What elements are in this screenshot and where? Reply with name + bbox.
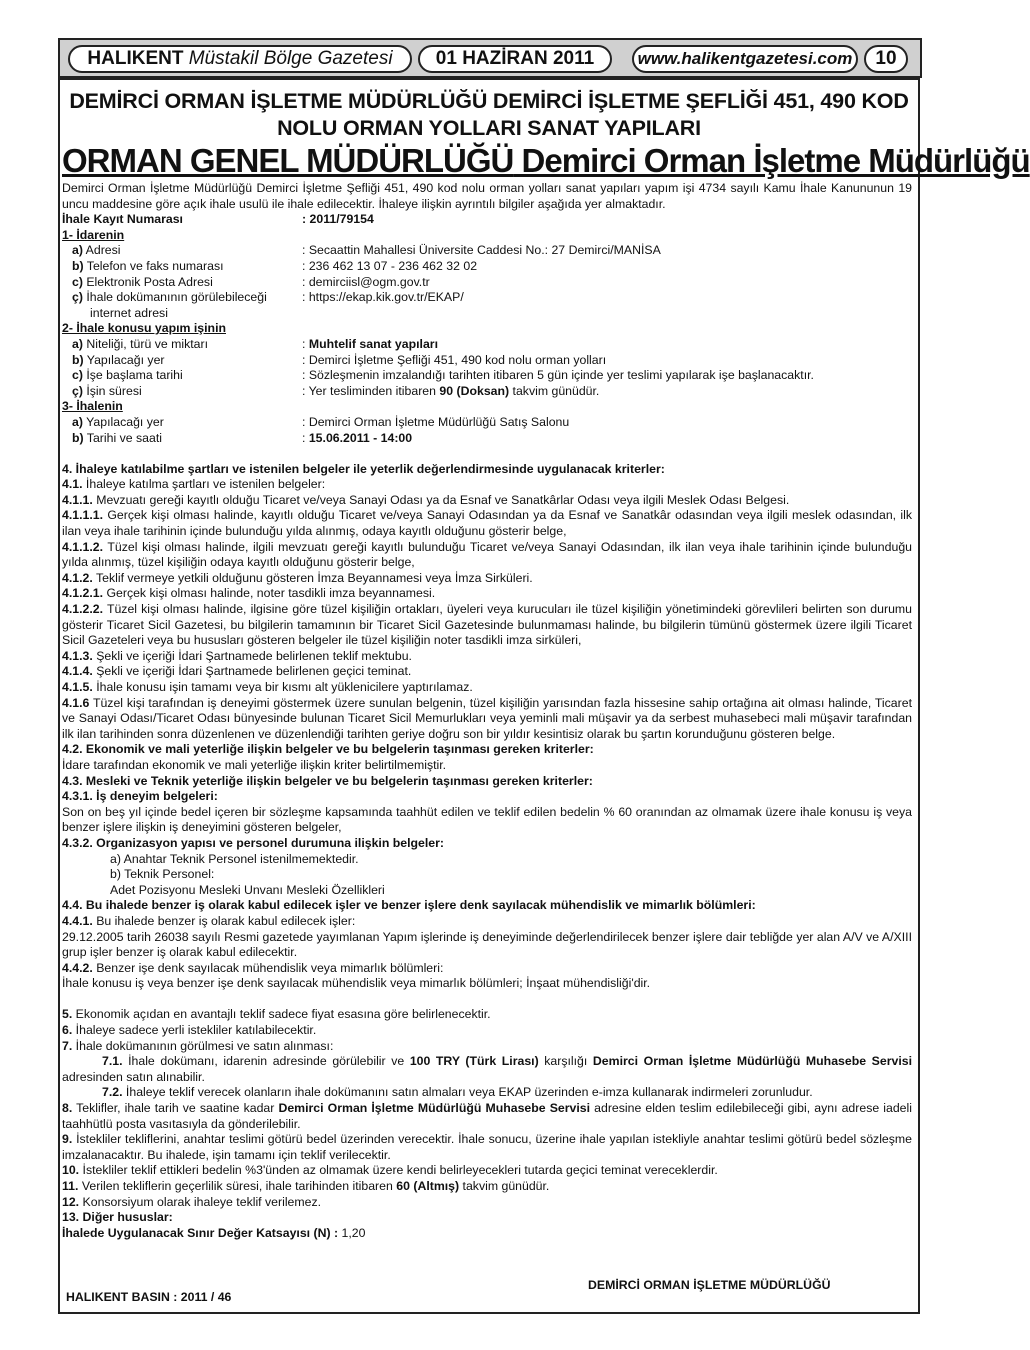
para-7 xyxy=(62,1039,912,1055)
s4-p4112-n: 4.1.1.2. xyxy=(62,539,104,554)
s4-p4111-n: 4.1.1.1. xyxy=(62,508,104,523)
idare-b-l: b) xyxy=(72,258,84,273)
konu-a-t: Niteliği, türü ve miktarı xyxy=(82,336,208,351)
para-6 xyxy=(62,1023,912,1039)
s4-p442: Benzer işe denk sayılacak mühendislik veya mimarlık bölümleri: xyxy=(92,960,444,975)
idare-a-v: : Secaattin Mahallesi Üniversite Caddesi No.: 27 Demirci/MANİSA xyxy=(302,243,661,258)
s4-p415-n: 4.1.5. xyxy=(62,680,93,694)
ihale-b-v2: 15.06.2011 - 14:00 xyxy=(308,430,413,445)
idare-b-t: Telefon ve faks numarası xyxy=(83,258,224,273)
para-4-4-1 xyxy=(62,914,912,930)
banner-title xyxy=(62,142,1030,180)
konu-c-row xyxy=(62,368,912,384)
para-4-3-1-heading: 4.3.1. İş deneyim belgeleri: xyxy=(62,789,218,804)
idare-d-t: İhale dokümanının görülebileceği xyxy=(82,290,267,305)
s4-p416-n: 4.1.6 xyxy=(62,695,90,710)
para-11 xyxy=(62,1179,912,1195)
tail-p10-n: 10. xyxy=(62,1163,80,1178)
tail-p5: Ekonomik açıdan en avantajlı teklif sadece fiyat esasına göre belirlenecektir. xyxy=(72,1007,491,1022)
tail-p9: İstekliler tekliflerini, anahtar teslimi götürü bedel üzerinden verecektir. İhale sonucu, üzerine ihale yapılan istekliyle anahtar teslimi götürü bedel sözleşme imzalanacaktır. Bu ihalede, işin tamamı için teklif verilecektir. xyxy=(62,1132,912,1162)
para-4-3-2-a: a) Anahtar Teknik Personel istenilmemektedir. xyxy=(110,851,359,866)
para-4-1-6 xyxy=(62,696,912,743)
ihale-b-row xyxy=(62,431,912,447)
para-4-4-heading: 4.4. Bu ihalede benzer iş olarak kabul edilecek işler ve benzer işlere denk sayılacak mühendislik ve mimarlık bölümleri: xyxy=(62,898,756,913)
tail-p9-n: 9. xyxy=(62,1132,73,1147)
intro-paragraph: Demirci Orman İşletme Müdürlüğü Demirci İşletme Şefliği 451, 490 kod nolu orman yolları sanat yapıları yapım işi 4734 sayılı Kamu İhale Kanununun 19 uncu maddesine göre açık ihale usulü ile ihale edilecektir. İhaleye ilişkin ayrıntılı bilgiler aşağıda yer almaktadır. xyxy=(62,181,912,211)
email-value[interactable]: : demirciisl@ogm.gov.tr xyxy=(302,274,430,289)
tail-p5-n: 5. xyxy=(62,1007,73,1022)
tail-p8b: Demirci Orman İşletme Müdürlüğü Muhasebe Servisi xyxy=(278,1101,591,1116)
ihale-b-l: b) xyxy=(72,430,84,445)
website-pill[interactable] xyxy=(632,45,858,73)
basin-ref: HALIKENT BASIN : 2011 / 46 xyxy=(66,1290,232,1304)
tail-p71e: adresinden satın alınabilir. xyxy=(62,1069,205,1084)
ihale-a-row xyxy=(62,415,912,431)
headline-line-1: DEMİRCİ ORMAN İŞLETME MÜDÜRLÜĞÜ DEMİRCİ İŞLETME ŞEFLİĞİ 451, 490 KOD xyxy=(69,89,909,113)
tail-p6-n: 6. xyxy=(62,1023,73,1038)
s4-p442-n: 4.4.2. xyxy=(62,960,93,975)
tail-p11b: 60 (Altmış) xyxy=(396,1179,460,1193)
kayit-row xyxy=(62,212,912,228)
page-number: 10 xyxy=(875,48,897,69)
para-12 xyxy=(62,1195,912,1211)
s4-p4121-n: 4.1.2.1. xyxy=(62,586,104,601)
masthead-bar xyxy=(58,38,922,78)
issue-date: 01 HAZİRAN 2011 xyxy=(435,48,595,69)
para-4-1-3 xyxy=(62,649,912,665)
para-7-2 xyxy=(62,1085,912,1101)
ihale-title: 3- İhalenin xyxy=(62,399,123,414)
tail-p11c: takvim günüdür. xyxy=(459,1179,550,1193)
kayit-label: İhale Kayıt Numarası xyxy=(62,212,183,227)
s4-p412: Teklif vermeye yetkili olduğunu gösteren İmza Beyannamesi veya İmza Sirküleri. xyxy=(92,570,533,585)
konu-c-l: c) xyxy=(72,368,83,383)
s4-p441: Bu ihalede benzer iş olarak kabul edilecek işler: xyxy=(92,913,356,928)
para-4-2-heading: 4.2. Ekonomik ve mali yeterliğe ilişkin belgeler ve bu belgelerin taşınması gereken kriterler: xyxy=(62,742,594,757)
konu-a-v2: Muhtelif sanat yapıları xyxy=(308,336,438,351)
idare-title: 1- İdarenin xyxy=(62,227,125,242)
ihale-b-v1: : xyxy=(302,430,309,445)
konu-d-t: İşin süresi xyxy=(82,383,142,398)
s4-p415: İhale konusu işin tamamı veya bir kısmı alt yüklenicilere yaptırılamaz. xyxy=(92,680,473,694)
para-4-4-2 xyxy=(62,961,912,977)
banner-part-1: ORMAN GENEL MÜDÜRLÜĞÜ xyxy=(62,142,514,179)
konu-b-t: Yapılacağı yer xyxy=(83,352,165,367)
tail-p71c: karşılığı xyxy=(538,1054,593,1069)
banner-part-2: Demirci Orman İşletme Müdürlüğü xyxy=(513,142,1030,179)
para-4-1-2-1 xyxy=(62,586,912,602)
s4-p413: Şekli ve içeriği İdari Şartnamede belirlenen teklif mektubu. xyxy=(92,648,412,663)
tail-p71d: Demirci Orman İşletme Müdürlüğü Muhasebe Servisi xyxy=(592,1054,912,1069)
para-4-1-5 xyxy=(62,680,912,696)
idare-d-l: ç) xyxy=(72,290,83,305)
paper-name-pill xyxy=(68,45,412,73)
para-4-1-4 xyxy=(62,664,912,680)
tail-p12: Konsorsiyum olarak ihaleye teklif verilemez. xyxy=(79,1194,322,1209)
konu-b-row xyxy=(62,353,912,369)
para-4-4-2-b: İhale konusu iş veya benzer işe denk sayılacak mühendislik veya mimarlık bölümleri; İnşaat mühendisliği'dir. xyxy=(62,976,651,991)
tail-p71-n: 7.1. xyxy=(102,1054,123,1069)
konu-title: 2- İhale konusu yapım işinin xyxy=(62,321,226,336)
tail-p72-n: 7.2. xyxy=(102,1085,123,1100)
tail-p71b: 100 TRY (Türk Lirası) xyxy=(409,1054,539,1069)
ihale-b-t: Tarihi ve saati xyxy=(83,430,162,445)
s4-p41-n: 4.1. xyxy=(62,477,83,492)
tail-p10: İstekliler teklif ettikleri bedelin %3'ünden az olmamak üzere kendi belirleyecekleri tutarda geçici teminat vereceklerdir. xyxy=(79,1163,718,1178)
tail-p72: İhaleye teklif verecek olanların ihale dokümanını satın almaları veya EKAP üzerinden e-imza kullanarak indirmeleri zorunludur. xyxy=(122,1085,813,1100)
konu-d-l: ç) xyxy=(72,383,83,398)
para-4-1-1 xyxy=(62,493,912,509)
idare-c-row xyxy=(62,275,912,291)
para-4-4-1-b: 29.12.2005 tarih 26038 sayılı Resmi gazetede yayımlanan Yapım işlerinde iş deneyiminde değerlendirilecek benzer işlere dair tebliğde yer alan A/V ve A/XIII grup işler benzer iş olarak kabul edilecektir. xyxy=(62,929,912,960)
tail-p11a: Verilen tekliflerin geçerlilik süresi, ihale tarihinden itibaren xyxy=(78,1179,397,1193)
konu-d-row xyxy=(62,384,912,400)
tail-p11-n: 11. xyxy=(62,1179,79,1193)
tail-p7: İhale dokümanının görülmesi ve satın alınması: xyxy=(72,1038,334,1053)
konu-b-v: : Demirci İşletme Şefliği 451, 490 kod nolu orman yolları xyxy=(302,352,607,367)
tail-p71a: İhale dokümanı, idarenin adresinde görülebilir ve xyxy=(122,1054,410,1069)
s4-p4122-n: 4.1.2.2. xyxy=(62,602,104,617)
para-5 xyxy=(62,1007,912,1023)
idare-a-row xyxy=(62,243,912,259)
konu-a-row xyxy=(62,337,912,353)
idare-d-row xyxy=(62,290,912,306)
idare-b-row xyxy=(62,259,912,275)
s4-p411-n: 4.1.1. xyxy=(62,492,93,507)
konu-d-v1: : Yer tesliminden itibaren xyxy=(302,383,440,398)
idare-b-v: : 236 462 13 07 - 236 462 32 02 xyxy=(302,258,478,273)
tail-p8-n: 8. xyxy=(62,1101,73,1116)
para-7-1 xyxy=(62,1054,912,1085)
idare-a-l: a) xyxy=(72,243,83,258)
ihale-a-t: Yapılacağı yer xyxy=(82,414,164,429)
para-4-1-2 xyxy=(62,571,912,587)
konu-c-v: : Sözleşmenin imzalandığı tarihten itibaren 5 gün içinde yer teslimi yapılarak işe başlanacaktır. xyxy=(302,368,814,383)
para-13 xyxy=(62,1210,912,1226)
s4-p41: İhaleye katılma şartları ve istenilen belgeler: xyxy=(82,477,326,492)
paper-subtitle: Müstakil Bölge Gazetesi xyxy=(188,48,393,69)
konu-b-l: b) xyxy=(72,352,84,367)
s4-p4112: Tüzel kişi olması halinde, ilgili mevzuatı gereği kayıtlı bulunduğu Ticaret ve/veya Sanayi Odasından, ilk ilan veya ihale tarihinin içinde bulunduğu yılda alınmış, tüzel kişiliğin odaya kayıtlı olduğunu gösterir belge, xyxy=(62,539,912,570)
konu-d-v3: takvim günüdür. xyxy=(509,383,600,398)
article-body xyxy=(62,181,912,1241)
s4-p441-n: 4.4.1. xyxy=(62,913,93,928)
issue-date-pill xyxy=(418,45,612,73)
para-4-1-1-2 xyxy=(62,540,912,571)
headline xyxy=(58,88,920,142)
tail-p13-n: 13. xyxy=(62,1210,80,1225)
konu-c-t: İşe başlama tarihi xyxy=(82,368,183,383)
signature: DEMİRCİ ORMAN İŞLETME MÜDÜRLÜĞÜ xyxy=(588,1278,831,1292)
para-4-3-1: Son on beş yıl içinde bedel içeren bir sözleşme kapsamında taahhüt edilen ve teklif edilen bedelin % 60 oranından az olmamak üzere ihale konusu iş veya benzer işlere ilişkin iş deneyimini gösteren belgeler, xyxy=(62,804,912,835)
tail-p6: İhaleye sadece yerli istekliler katılabilecektir. xyxy=(72,1023,317,1038)
para-4-3-2-heading: 4.3.2. Organizasyon yapısı ve personel durumuna ilişkin belgeler: xyxy=(62,835,445,850)
tail-p13b-v: 1,20 xyxy=(338,1225,366,1240)
s4-p4111: Gerçek kişi olması halinde, kayıtlı olduğu Ticaret ve/veya Sanayi Odasından ya da Esnaf ve Sanatkâr odasından veya ilgili meslek odasından, ilk ilan veya ihale tarihinin içinde bulunduğu yılda alınmış, odaya kayıtlı olduğunu gösterir belge, xyxy=(62,508,912,539)
para-9 xyxy=(62,1132,912,1163)
s4-p416: Tüzel kişi tarafından iş deneyimi göstermek üzere sunulan belgenin, tüzel kişiliğin yarısından fazla hissesine sahip ortağına ait olması halinde, Ticaret ve Sanayi Odası/Ticaret Odası bünyesinde bulunan Ticaret Sicil Memurlukları veya yeminli mali müşavir ya da serbest muhasebeci mali müşavir tarafından ilk ilan tarihinden sonra düzenlenen ve düzenlendiği tarihten geriye doğru son bir yıldır kesintisiz olarak bu şartın korunduğunu gösteren belge. xyxy=(62,695,912,741)
tail-p13b-h: İhalede Uygulanacak Sınır Değer Katsayısı (N) : xyxy=(62,1225,339,1240)
tail-p8a: Teklifler, ihale tarih ve saatine kadar xyxy=(72,1101,279,1116)
idare-a-t: Adresi xyxy=(82,243,121,258)
page-number-pill xyxy=(864,45,908,73)
para-4-3-2-b: b) Teknik Personel: xyxy=(110,867,215,882)
para-8 xyxy=(62,1101,912,1132)
para-4-1-1-1 xyxy=(62,508,912,539)
s4-p4122: Tüzel kişi olması halinde, ilgisine göre tüzel kişiliğin ortakları, üyeleri veya kurucuları ile tüzel kişiliğin yönetimindeki görevlileri belirten son durumu gösterir Ticaret Sicil Gazetesi, bu bilgilerin tamamının bir Ticaret Sicil Gazetesinde bulunmaması halinde, bu bilgilerin tümünü göstermek üzere ilgili Ticaret Sicil Gazeteleri veya bu hususları gösteren belgeler ile tüzel kişiliğin noter tasdikli imza sirküleri, xyxy=(62,602,912,648)
para-10 xyxy=(62,1163,912,1179)
para-4-1-2-2 xyxy=(62,602,912,649)
idare-c-l: c) xyxy=(72,274,83,289)
headline-line-2: NOLU ORMAN YOLLARI SANAT YAPILARI xyxy=(277,116,701,140)
tail-p13: Diğer hususlar: xyxy=(79,1210,173,1225)
idare-c-t: Elektronik Posta Adresi xyxy=(82,274,213,289)
para-4-2: İdare tarafından ekonomik ve mali yeterliğe ilişkin kriter belirtilmemiştir. xyxy=(62,757,447,772)
ihale-a-l: a) xyxy=(72,414,83,429)
tail-p8c: adresine elden teslim edilebileceği gibi, aynı adrese iadeli taahhütlü posta vasıtasıyla da gönderilebilir. xyxy=(62,1101,912,1131)
para-4-1 xyxy=(62,477,912,493)
konu-d-v2: 90 (Doksan) xyxy=(439,383,510,398)
s4-p413-n: 4.1.3. xyxy=(62,648,93,663)
para-4-3-heading: 4.3. Mesleki ve Teknik yeterliğe ilişkin belgeler ve bu belgelerin taşınması gereken kriterler: xyxy=(62,773,593,788)
section-4-heading: 4. İhaleye katılabilme şartları ve istenilen belgeler ile yeterlik değerlendirmesinde uygulanacak kriterler: xyxy=(62,461,665,476)
paper-name: HALIKENT xyxy=(87,48,184,69)
s4-p412-n: 4.1.2. xyxy=(62,570,93,585)
para-4-3-2-c: Adet Pozisyonu Mesleki Unvanı Mesleki Özellikleri xyxy=(110,882,385,897)
idare-d-t2: internet adresi xyxy=(90,305,168,320)
s4-p414-n: 4.1.4. xyxy=(62,664,93,679)
s4-p4121: Gerçek kişi olması halinde, noter tasdikli imza beyannamesi. xyxy=(103,586,436,601)
s4-p411: Mevzuatı gereği kayıtlı olduğu Ticaret ve/veya Sanayi Odası ya da Esnaf ve Sanatkârlar Odası veya ilgili Meslek Odası Belgesi. xyxy=(92,492,790,507)
konu-a-l: a) xyxy=(72,336,83,351)
konu-a-v1: : xyxy=(302,336,309,351)
tail-p7-n: 7. xyxy=(62,1038,73,1053)
tail-p12-n: 12. xyxy=(62,1194,80,1209)
ihale-a-v: : Demirci Orman İşletme Müdürlüğü Satış Salonu xyxy=(302,414,570,429)
para-13-b xyxy=(62,1226,912,1242)
s4-p414: Şekli ve içeriği İdari Şartnamede belirlenen geçici teminat. xyxy=(92,664,412,679)
website-link[interactable]: www.halikentgazetesi.com xyxy=(637,49,853,68)
kayit-value: : 2011/79154 xyxy=(302,212,374,227)
ekap-link[interactable]: : https://ekap.kik.gov.tr/EKAP/ xyxy=(302,290,464,305)
